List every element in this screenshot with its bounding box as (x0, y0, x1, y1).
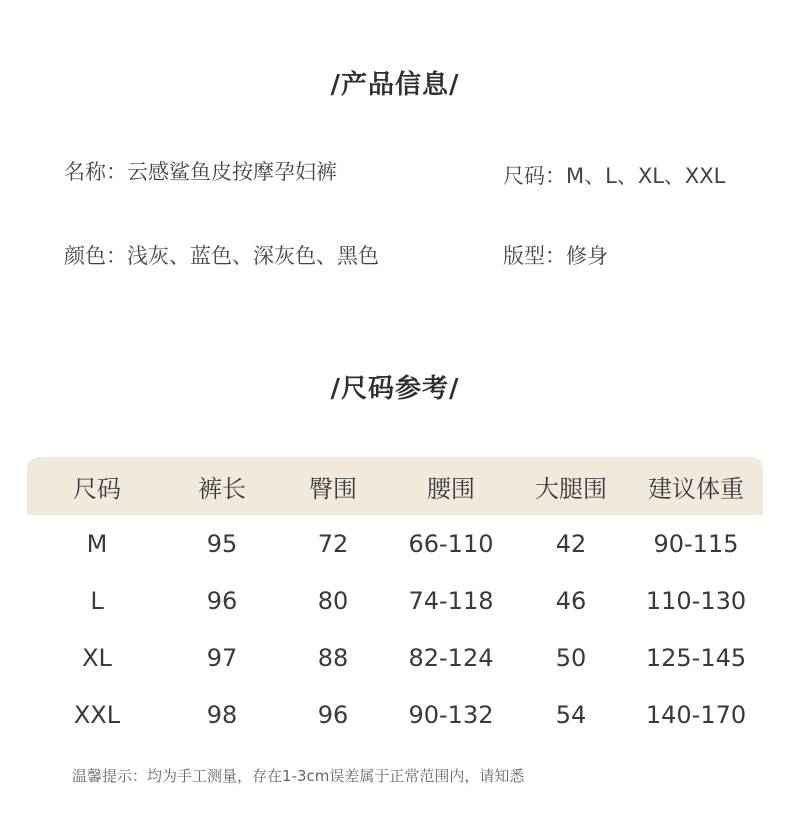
product-color-label: 颜色： (64, 244, 127, 268)
product-name-field (64, 156, 337, 186)
cell-size: XXL (73, 700, 121, 729)
measurement-note: 温馨提示：均为手工测量，存在1-3cm误差属于正常范围内，请知悉 (72, 767, 525, 785)
cell-size: XL (82, 643, 112, 672)
cell-weight: 110-130 (645, 586, 747, 615)
product-name-value: 云感鲨鱼皮按摩孕妇裤 (127, 160, 337, 184)
cell-waist: 90-132 (408, 700, 494, 729)
size-reference-title: /尺码参考/ (330, 374, 460, 404)
cell-thigh: 50 (555, 643, 587, 672)
cell-hip: 88 (317, 643, 349, 672)
header-hip: 臀围 (309, 474, 357, 503)
header-thigh: 大腿围 (535, 474, 607, 503)
size-table-header (27, 457, 763, 515)
cell-weight: 125-145 (645, 643, 747, 672)
cell-size: M (86, 529, 108, 558)
cell-length: 98 (206, 700, 238, 729)
cell-weight: 140-170 (645, 700, 747, 729)
cell-hip: 80 (317, 586, 349, 615)
table-row (27, 686, 763, 743)
cell-length: 97 (206, 643, 238, 672)
cell-waist: 82-124 (408, 643, 494, 672)
header-size: 尺码 (73, 474, 121, 503)
header-weight: 建议体重 (648, 474, 744, 503)
cell-waist: 74-118 (408, 586, 494, 615)
cell-size: L (90, 586, 104, 615)
product-name-label: 名称： (64, 160, 127, 184)
cell-waist: 66-110 (408, 529, 494, 558)
cell-length: 96 (206, 586, 238, 615)
header-length: 裤长 (198, 474, 246, 503)
cell-thigh: 54 (555, 700, 587, 729)
cell-thigh: 46 (555, 586, 587, 615)
table-row (27, 572, 763, 629)
cell-hip: 72 (317, 529, 349, 558)
cell-thigh: 42 (555, 529, 587, 558)
product-info-title: /产品信息/ (330, 70, 460, 100)
product-size-value: M、L、XL、XXL (566, 164, 726, 188)
product-size-field (503, 160, 725, 190)
table-row (27, 629, 763, 686)
cell-hip: 96 (317, 700, 349, 729)
product-fit-field (503, 240, 608, 270)
header-waist: 腰围 (427, 474, 475, 503)
product-color-value: 浅灰、蓝色、深灰色、黑色 (127, 244, 379, 268)
cell-length: 95 (206, 529, 238, 558)
product-color-field (64, 240, 379, 270)
size-table (27, 457, 763, 743)
product-fit-label: 版型： (503, 244, 566, 268)
table-row (27, 515, 763, 572)
cell-weight: 90-115 (653, 529, 739, 558)
product-fit-value: 修身 (566, 244, 608, 268)
product-size-label: 尺码： (503, 164, 566, 188)
